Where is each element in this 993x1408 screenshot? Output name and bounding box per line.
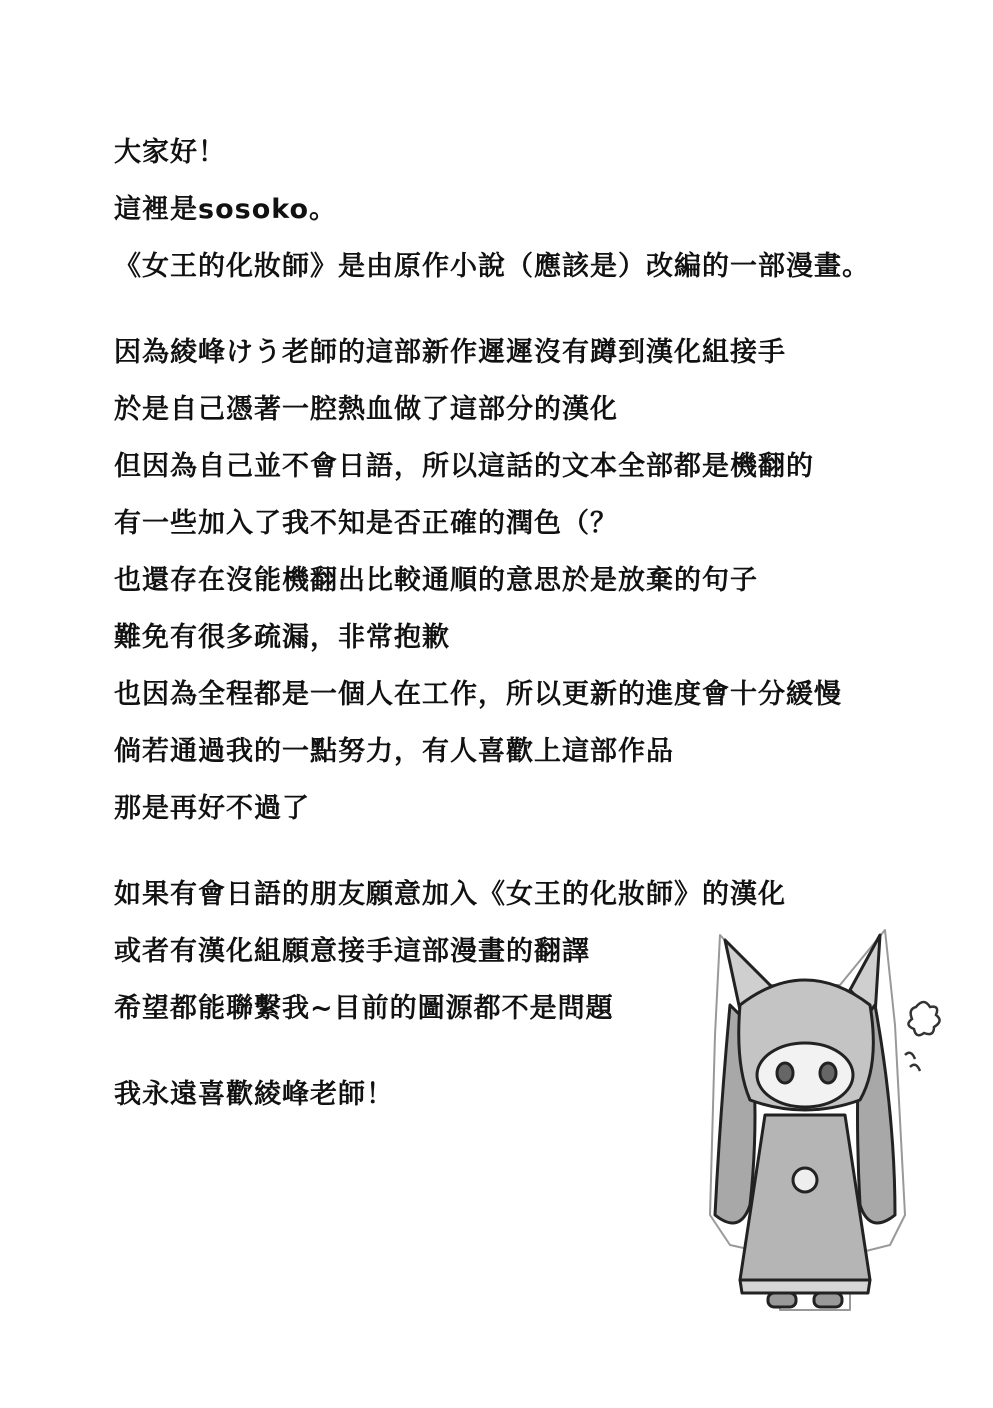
text-line: 倘若通過我的一點努力，有人喜歡上這部作品 — [114, 736, 674, 767]
text-line: 大家好！ — [114, 137, 226, 168]
chibi-fox-girl-illustration — [680, 915, 950, 1335]
text-line: 或者有漢化組願意接手這部漫畫的翻譯 — [114, 936, 590, 967]
text-line: 也因為全程都是一個人在工作，所以更新的進度會十分緩慢 — [114, 679, 842, 710]
text-line: 希望都能聯繫我~目前的圖源都不是問題 — [114, 993, 614, 1024]
text-line: 那是再好不過了 — [114, 793, 310, 824]
text-line: 我永遠喜歡綾峰老師！ — [114, 1079, 394, 1110]
text-line: 這裡是sosoko。 — [114, 194, 338, 225]
text-line: 難免有很多疏漏，非常抱歉 — [114, 622, 450, 653]
text-line: 因為綾峰けう老師的這部新作遲遲沒有蹲到漢化組接手 — [114, 337, 786, 368]
text-line: 如果有會日語的朋友願意加入《女王的化妝師》的漢化 — [114, 879, 786, 910]
text-line: 也還存在沒能機翻出比較通順的意思於是放棄的句子 — [114, 565, 758, 596]
text-line: 但因為自己並不會日語，所以這話的文本全部都是機翻的 — [114, 451, 814, 482]
text-line: 於是自己憑著一腔熱血做了這部分的漢化 — [114, 394, 618, 425]
text-line: 《女王的化妝師》是由原作小說（應該是）改編的一部漫畫。 — [114, 251, 870, 282]
text-line: 有一些加入了我不知是否正確的潤色（？ — [114, 508, 618, 539]
